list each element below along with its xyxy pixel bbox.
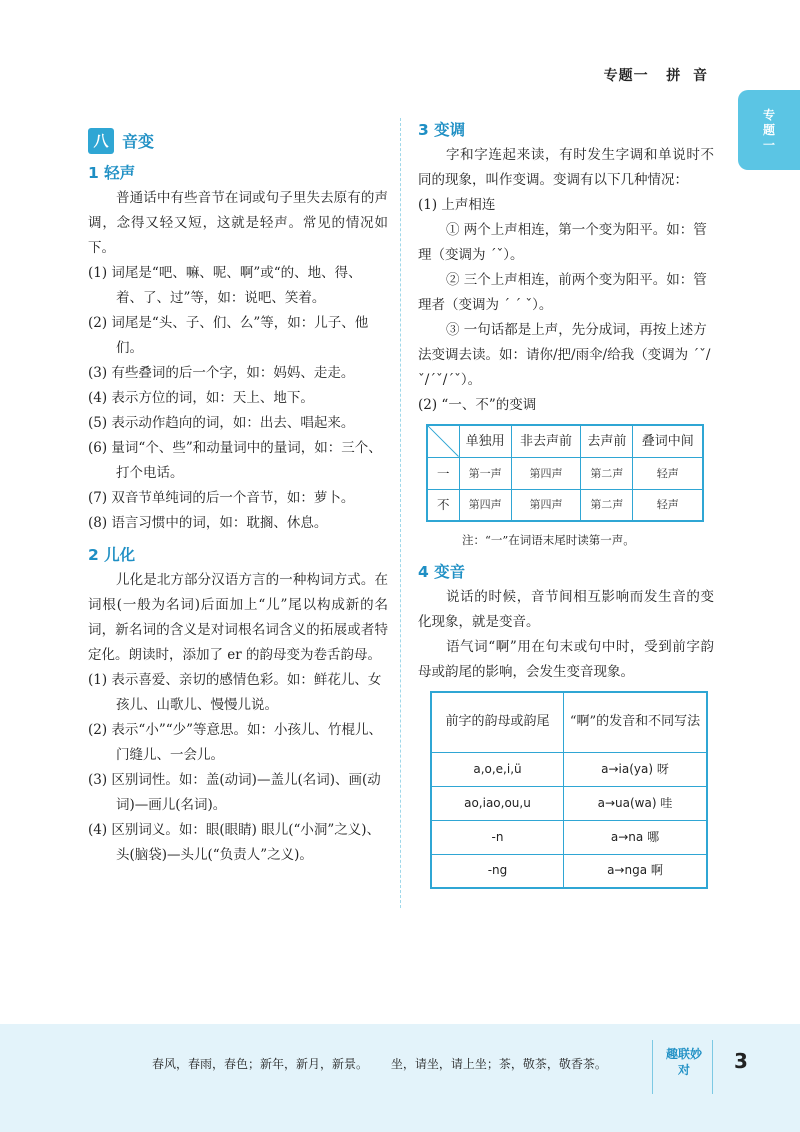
table-header-row [431, 692, 707, 752]
table-row [427, 457, 703, 489]
sound-change-intro-2: 语气词“啊”用在句末或句中时，受到前字韵母或韵尾的影响，会发生变音现象。 [418, 639, 714, 680]
list-item: ③ 一句话都是上声，先分成词，再按上述方法变调去读。如：请你/把/雨伞/给我（变调为 ˊˇ/ˇ/ˊˇ/ˊˇ）。 [418, 322, 711, 388]
table-header-cell: 单独用 [459, 425, 511, 457]
table-header-cell: 非去声前 [511, 425, 580, 457]
list-item: (2) 表示“小”“少”等意思。如：小孩儿、竹棍儿、门缝儿、一会儿。 [88, 722, 383, 763]
table-cell: ao,iao,ou,u [431, 786, 563, 820]
list-item: ① 两个上声相连，第一个变为阳平。如：管理（变调为 ˊˇ）。 [418, 222, 707, 263]
header-title: 专题一 拼 音 [603, 68, 708, 84]
section-heading [88, 128, 388, 154]
table-cell: -ng [431, 854, 563, 888]
table-row [431, 854, 707, 888]
right-column [418, 117, 714, 889]
list-item: (5) 表示动作趋向的词，如：出去、唱起来。 [88, 415, 355, 431]
table-row [427, 489, 703, 521]
table-header-row [427, 425, 703, 457]
list-item: (4) 区别词义。如：眼(眼睛) 眼儿(“小洞”之义)、头(脑袋)—头儿(“负责人”之义)。 [88, 822, 381, 863]
list-item: (8) 语言习惯中的词，如：耽搁、休息。 [88, 515, 328, 531]
section-title: 音变 [122, 131, 155, 151]
table-row [431, 786, 707, 820]
left-column [88, 128, 388, 868]
table-cell: a,o,e,i,ü [431, 752, 563, 786]
subsection-light-tone-heading: 1 轻声 [88, 164, 136, 182]
footer-band [0, 1024, 800, 1132]
list-item: (1) 词尾是“吧、嘛、呢、啊”或“的、地、得、着、了、过”等，如：说吧、笑着。 [88, 265, 362, 306]
light-tone-list [88, 261, 388, 536]
sound-change-intro-1: 说话的时候，音节间相互影响而发生音的变化现象，就是变音。 [418, 589, 714, 630]
tone-change-part2-title: (2) “一、不”的变调 [418, 397, 537, 413]
table-cell: 第四声 [459, 489, 511, 521]
subsection-tone-change-heading: 3 变调 [418, 121, 466, 139]
table-cell: -n [431, 820, 563, 854]
erhua-list [88, 668, 388, 868]
table-cell: 第四声 [511, 457, 580, 489]
table-row [431, 752, 707, 786]
table-cell: 轻声 [633, 489, 703, 521]
table-cell: 第四声 [511, 489, 580, 521]
table-cell: a→ia(ya) 呀 [563, 752, 707, 786]
table-cell: 第二声 [581, 489, 633, 521]
table-cell: a→ua(wa) 哇 [563, 786, 707, 820]
table-cell: 轻声 [633, 457, 703, 489]
list-item: (6) 量词“个、些”和动量词中的量词，如：三个、打个电话。 [88, 440, 382, 481]
list-item: (4) 表示方位的词，如：天上、地下。 [88, 390, 314, 406]
list-item: (3) 有些叠词的后一个字，如：妈妈、走走。 [88, 365, 355, 381]
a-sound-change-table [430, 691, 708, 889]
table-header-cell: “啊”的发音和不同写法 [563, 692, 707, 752]
list-item: (1) 表示喜爱、亲切的感情色彩。如：鲜花儿、女孩儿、山歌儿、慢慢儿说。 [88, 672, 382, 713]
section-number-badge: 八 [88, 128, 114, 154]
chapter-tab [738, 90, 800, 170]
footer-label: 趣联妙对 [665, 1047, 702, 1077]
row-label: 一 [427, 457, 459, 489]
footer-couplet: 春风，春雨，春色；新年，新月，新景。 坐，请坐，请上坐；茶，敬茶，敬香茶。 [152, 1057, 607, 1071]
column-divider [400, 118, 401, 908]
table-cell: a→na 哪 [563, 820, 707, 854]
erhua-intro: 儿化是北方部分汉语方言的一种构词方式。在词根(一般为名词)后面加上“儿”尾以构成新的名词，新名词的含义是对词根名词含义的拓展或者特定化。朗读时，添加了 er 的韵母变为卷舌韵母。 [88, 572, 388, 663]
list-item: (2) 词尾是“头、子、们、么”等，如：儿子、他们。 [88, 315, 369, 356]
diagonal-line [428, 426, 459, 457]
table-header-cell: 叠词中间 [633, 425, 703, 457]
footer-divider [712, 1040, 713, 1094]
chapter-tab-text: 专题一 [762, 107, 775, 152]
list-item: (3) 区别词性。如：盖(动词)—盖儿(名词)、画(动词)—画儿(名词)。 [88, 772, 381, 813]
row-label: 不 [427, 489, 459, 521]
list-item: ② 三个上声相连，前两个变为阳平。如：管理者（变调为 ˊ ˊ ˇ）。 [418, 272, 707, 313]
light-tone-intro: 普通话中有些音节在词或句子里失去原有的声调，念得又轻又短，这就是轻声。常见的情况如下。 [88, 190, 388, 256]
page-number: 3 [734, 1049, 748, 1073]
yi-bu-tone-table [426, 424, 704, 522]
table-note: 注：“一”在词语末尾时读第一声。 [462, 533, 635, 547]
table-cell: 第一声 [459, 457, 511, 489]
table-cell: a→nga 啊 [563, 854, 707, 888]
footer-divider [652, 1040, 653, 1094]
table-row [431, 820, 707, 854]
table-header-cell: 前字的韵母或韵尾 [431, 692, 563, 752]
subsection-erhua-heading: 2 儿化 [88, 546, 136, 564]
table-corner-cell [427, 425, 459, 457]
table-cell: 第二声 [581, 457, 633, 489]
list-item: (7) 双音节单纯词的后一个音节，如：萝卜。 [88, 490, 355, 506]
tone-change-intro: 字和字连起来读，有时发生字调和单说时不同的现象，叫作变调。变调有以下几种情况： [418, 147, 714, 188]
tone-change-part1-title: (1) 上声相连 [418, 197, 496, 213]
subsection-sound-change-heading: 4 变音 [418, 563, 466, 581]
table-header-cell: 去声前 [581, 425, 633, 457]
